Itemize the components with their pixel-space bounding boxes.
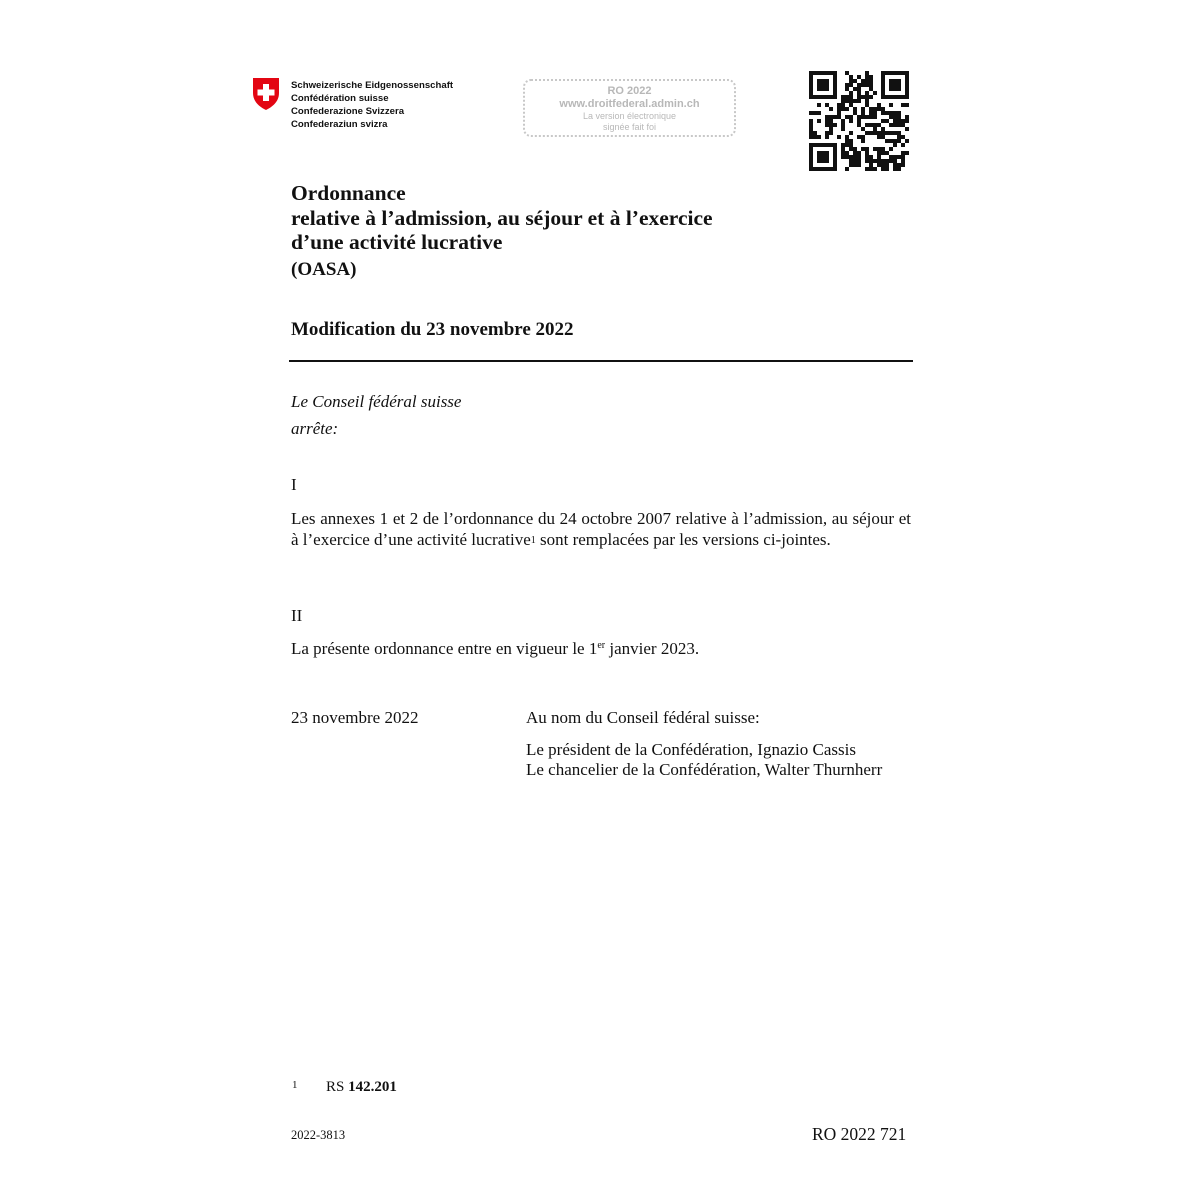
name-romansh: Confederaziun svizra xyxy=(291,119,388,130)
section-2-number: II xyxy=(291,606,303,625)
stamp-ro: RO 2022 xyxy=(607,85,652,97)
section-1-number: I xyxy=(291,475,297,494)
footnote-text xyxy=(326,1079,397,1096)
section-1-text-before: Les annexes 1 et 2 de l’ordonnance du 24 octobre 2007 relative à l’admission, au séjour et à l’exercice d’une activité lucrative xyxy=(291,509,911,549)
document-code: 2022-3813 xyxy=(291,1128,346,1142)
qr-code-icon xyxy=(809,71,909,171)
electronic-signature-stamp xyxy=(523,79,736,137)
footnote-number: 1 xyxy=(292,1079,298,1091)
section-2-text-after: janvier 2023. xyxy=(605,639,700,658)
divider xyxy=(289,360,913,362)
on-behalf: Au nom du Conseil fédéral suisse: xyxy=(526,708,760,727)
section-2-text-before: La présente ordonnance entre en vigueur le 1 xyxy=(291,639,598,658)
decrees: arrête: xyxy=(291,419,339,438)
section-1-text xyxy=(291,509,911,550)
name-french: Confédération suisse xyxy=(291,93,389,104)
swiss-cross-shield-icon xyxy=(251,77,281,111)
footnote-reference[interactable]: 1 xyxy=(530,534,536,546)
title-line: d’une activité lucrative xyxy=(291,230,503,254)
footnote-reference-number: 142.201 xyxy=(348,1079,397,1095)
confederation-names xyxy=(291,79,453,131)
president-signature: Le président de la Confédération, Ignazio Cassis xyxy=(526,740,856,759)
stamp-url: www.droitfederal.admin.ch xyxy=(559,98,700,110)
section-1-text-after: sont remplacées par les versions ci-jointes. xyxy=(535,529,831,549)
authority: Le Conseil fédéral suisse xyxy=(291,392,462,411)
signing-date: 23 novembre 2022 xyxy=(291,708,419,727)
abbreviation: (OASA) xyxy=(291,259,357,280)
title-line: Ordonnance xyxy=(291,181,406,205)
title-line: relative à l’admission, au séjour et à l’exercice xyxy=(291,205,713,230)
name-german: Schweizerische Eidgenossenschaft xyxy=(291,80,454,91)
footnote-prefix: RS xyxy=(326,1079,349,1095)
official-collection-reference: RO 2022 721 xyxy=(812,1124,907,1144)
stamp-note-1: La version électronique xyxy=(582,111,677,121)
chancellor-signature: Le chancelier de la Confédération, Walter Thurnherr xyxy=(526,760,883,779)
document-title xyxy=(291,181,713,255)
superscript: er xyxy=(597,640,606,651)
name-italian: Confederazione Svizzera xyxy=(291,106,405,117)
stamp-note-2: signée fait foi xyxy=(602,122,657,132)
section-2-text xyxy=(291,639,699,659)
modification-date: Modification du 23 novembre 2022 xyxy=(291,319,574,340)
